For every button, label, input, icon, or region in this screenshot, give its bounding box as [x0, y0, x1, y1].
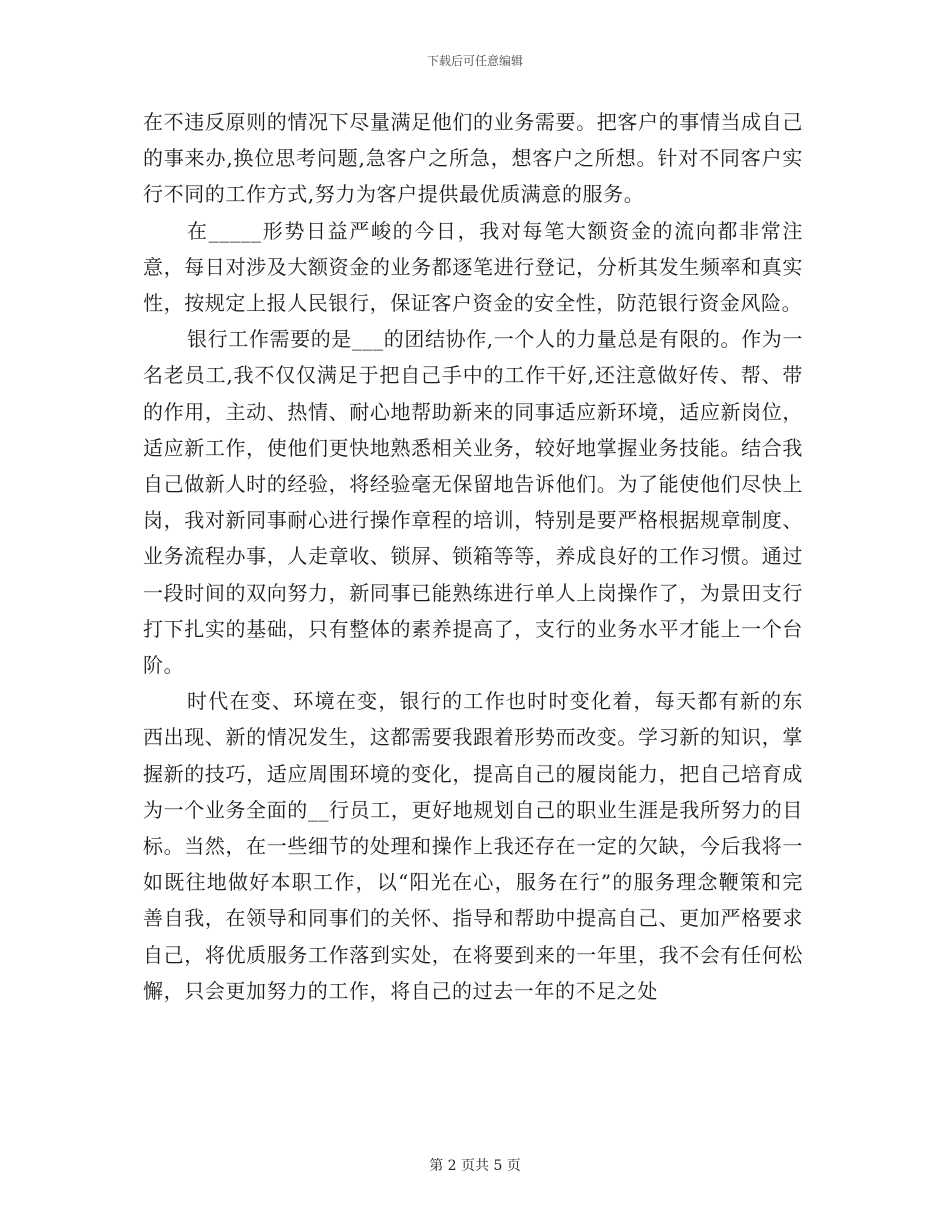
paragraph-2: 在_____形势日益严峻的今日，我对每笔大额资金的流向都非常注意，每日对涉及大额资金的业务都逐笔进行登记，分析其发生频率和真实性，按规定上报人民银行，保证客户资金的安全性，防范银行资金风险。: [143, 218, 803, 316]
paragraph-4: 时代在变、环境在变，银行的工作也时时变化着，每天都有新的东西出现、新的情况发生，这都需要我跟着形势而改变。学习新的知识，掌握新的技巧，适应周围环境的变化，提高自己的履岗能力，把自己培育成为一个业务全面的__行员工，更好地规划自己的职业生涯是我所努力的目标。当然，在一些细节的处理和操作上我还存在一定的欠缺，今后我将一如既往地做好本职工作，以“阳光在心，服务在行”的服务理念鞭策和完善自我，在领导和同事们的关怀、指导和帮助中提高自己、更加严格要求自己，将优质服务工作落到实处，在将要到来的一年里，我不会有任何松懈，只会更加努力的工作，将自己的过去一年的不足之处: [143, 689, 803, 1003]
page-header: 下载后可任意编辑: [426, 54, 523, 68]
paragraph-1: 在不违反原则的情况下尽量满足他们的业务需要。把客户的事情当成自己的事来办,换位思考问题,急客户之所急，想客户之所想。针对不同客户实行不同的工作方式,努力为客户提供最优质满意的服务。: [143, 110, 803, 207]
document-body: [143, 104, 803, 1009]
paragraph-3: 银行工作需要的是___的团结协作,一个人的力量总是有限的。作为一名老员工,我不仅仅满足于把自己手中的工作干好,还注意做好传、帮、带的作用，主动、热情、耐心地帮助新来的同事适应新环境，适应新岗位，适应新工作，使他们更快地熟悉相关业务，较好地掌握业务技能。结合我自己做新人时的经验，将经验毫无保留地告诉他们。为了能使他们尽快上岗，我对新同事耐心进行操作章程的培训，特别是要严格根据规章制度、业务流程办事，人走章收、锁屏、锁箱等等，养成良好的工作习惯。通过一段时间的双向努力，新同事已能熟练进行单人上岗操作了，为景田支行打下扎实的基础，只有整体的素养提高了，支行的业务水平才能上一个台阶。: [143, 327, 803, 678]
page-footer: 第 2 页共 5 页: [429, 1158, 521, 1174]
